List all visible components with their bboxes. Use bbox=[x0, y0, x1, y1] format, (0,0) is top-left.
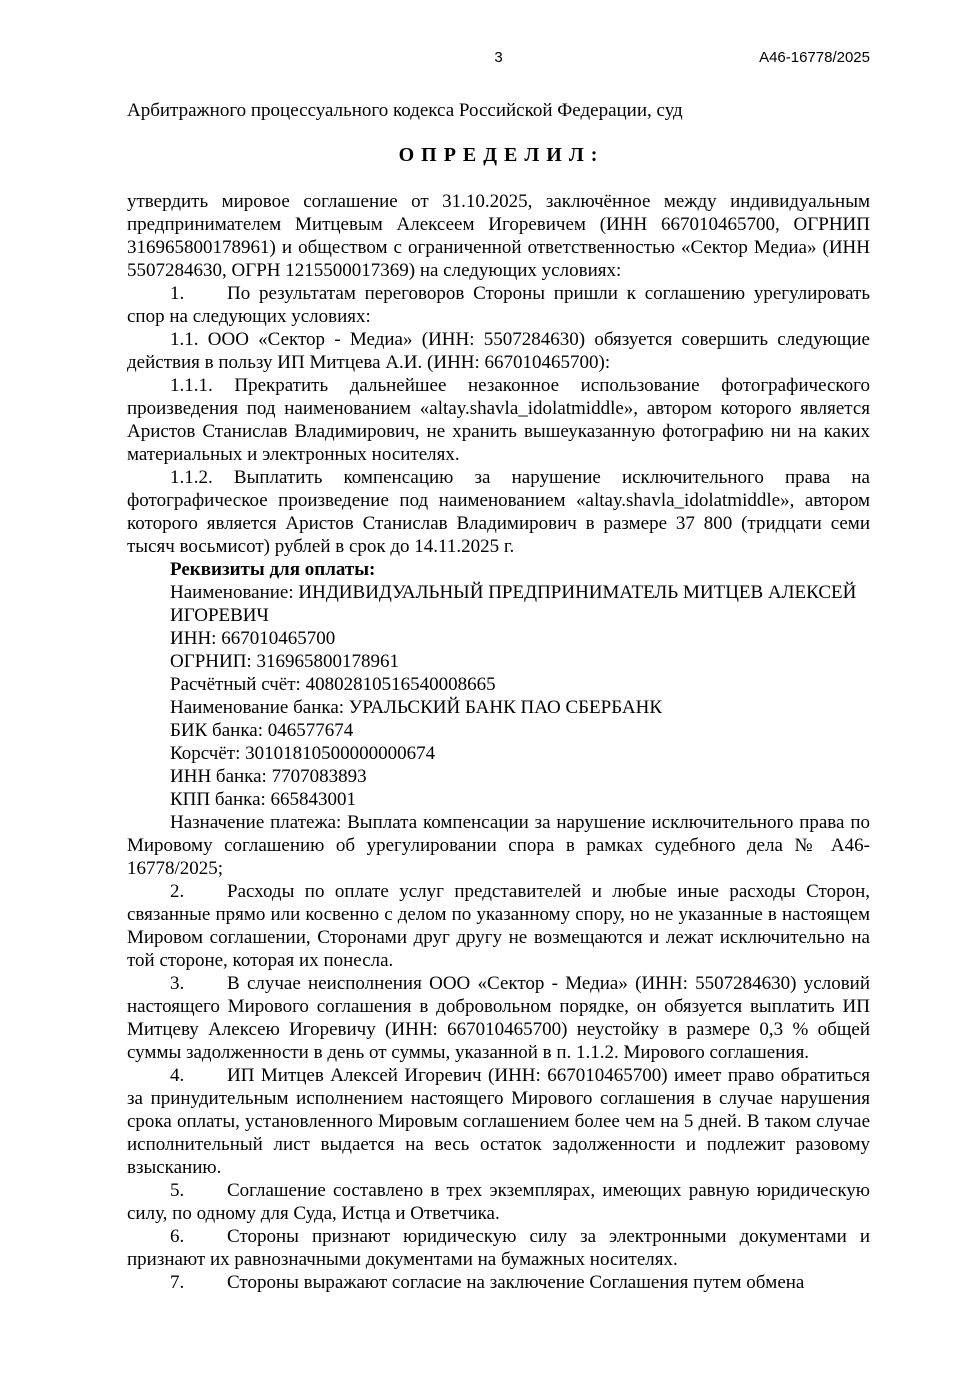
payment-heading: Реквизиты для оплаты: bbox=[170, 559, 376, 580]
clause-4-marker: 4. bbox=[170, 1065, 185, 1086]
page-number: 3 bbox=[494, 49, 503, 66]
case-number: А46-16778/2025 bbox=[759, 49, 870, 66]
clause-3-marker: 3. bbox=[170, 973, 185, 994]
clause-2-marker: 2. bbox=[170, 881, 185, 902]
payment-line-bank-kpp: КПП банка: 665843001 bbox=[170, 789, 357, 810]
clause-1-1-1: 1.1.1. Прекратить дальнейшее незаконное использование фотографического произведения под наименованием «altay.shavla_idolatmiddle», автором которого является Аристов Станислав Владимирович, не хранить вышеуказанную фотографию ни на каких материальных и электронных носителях. bbox=[127, 375, 870, 465]
payment-purpose: Назначение платежа: Выплата компенсации за нарушение исключительного права по Мировому соглашению об урегулировании спора в рамках судебного дела № А46-16778/2025; bbox=[127, 812, 870, 879]
clause-1-1-2: 1.1.2. Выплатить компенсацию за нарушение исключительного права на фотографическое произведение под наименованием «altay.shavla_idolatmiddle», автором которого является Аристов Станислав Владимирович в размере 37 800 (тридцати семи тысяч восьмисот) рублей в срок до 14.11.2025 г. bbox=[127, 467, 870, 557]
ruling-heading: О П Р Е Д Е Л И Л : bbox=[398, 144, 599, 166]
clause-6 bbox=[127, 1225, 870, 1271]
payment-line-inn: ИНН: 667010465700 bbox=[170, 628, 336, 649]
clause-4 bbox=[127, 1064, 870, 1179]
clause-1-marker: 1. bbox=[170, 283, 185, 304]
payment-line-bank-inn: ИНН банка: 7707083893 bbox=[170, 766, 367, 787]
clause-5-marker: 5. bbox=[170, 1180, 185, 1201]
clause-5-text: Соглашение составлено в трех экземплярах, имеющих равную юридическую силу, по одному для Суда, Истца и Ответчика. bbox=[127, 1180, 870, 1224]
clause-7-marker: 7. bbox=[170, 1272, 185, 1293]
clause-7 bbox=[127, 1271, 870, 1294]
clause-2-text: Расходы по оплате услуг представителей и любые иные расходы Сторон, связанные прямо или косвенно с делом по указанному спору, но не указанные в настоящем Мировом соглашении, Сторонами друг другу не возмещаются и лежат исключительно на той стороне, которая их понесла. bbox=[127, 881, 870, 971]
payment-line-name: Наименование: ИНДИВИДУАЛЬНЫЙ ПРЕДПРИНИМАТЕЛЬ МИТЦЕВ АЛЕКСЕЙ ИГОРЕВИЧ bbox=[170, 582, 857, 626]
clause-3-text: В случае неисполнения ООО «Сектор - Медиа» (ИНН: 5507284630) условий настоящего Мирового соглашения в добровольном порядке, он обязуется выплатить ИП Митцеву Алексею Игоревичу (ИНН: 667010465700) неустойку в размере 0,3 % общей суммы задолженности в день от суммы, указанной в п. 1.1.2. Мирового соглашения. bbox=[127, 973, 870, 1063]
clause-1-1: 1.1. ООО «Сектор - Медиа» (ИНН: 5507284630) обязуется совершить следующие действия в пользу ИП Митцева А.И. (ИНН: 667010465700): bbox=[127, 329, 870, 373]
intro-line: Арбитражного процессуального кодекса Российской Федерации, суд bbox=[127, 100, 683, 121]
payment-line-account: Расчётный счёт: 40802810516540008665 bbox=[170, 674, 496, 695]
payment-line-ogrnip: ОГРНИП: 316965800178961 bbox=[170, 651, 399, 672]
clause-1 bbox=[127, 282, 870, 328]
clause-1-text: По результатам переговоров Стороны пришли к соглашению урегулировать спор на следующих условиях: bbox=[127, 283, 870, 327]
clause-6-text: Стороны признают юридическую силу за электронными документами и признают их равнозначными документами на бумажных носителях. bbox=[127, 1226, 870, 1270]
payment-line-bik: БИК банка: 046577674 bbox=[170, 720, 354, 741]
clause-5 bbox=[127, 1179, 870, 1225]
payment-line-bank-name: Наименование банка: УРАЛЬСКИЙ БАНК ПАО СБЕРБАНК bbox=[170, 697, 662, 718]
page-header bbox=[127, 49, 870, 66]
document-body bbox=[127, 99, 870, 1294]
clause-4-text: ИП Митцев Алексей Игоревич (ИНН: 667010465700) имеет право обратиться за принудительным исполнением настоящего Мирового соглашения в случае нарушения срока оплаты, установленного Мировым соглашением более чем на 5 дней. В таком случае исполнительный лист выдается на весь остаток задолженности и подлежит разовому взысканию. bbox=[127, 1065, 870, 1178]
payment-line-corr-account: Корсчёт: 30101810500000000674 bbox=[170, 743, 436, 764]
clause-6-marker: 6. bbox=[170, 1226, 185, 1247]
clause-7-text: Стороны выражают согласие на заключение Соглашения путем обмена bbox=[227, 1272, 805, 1293]
clause-3 bbox=[127, 972, 870, 1064]
payment-details bbox=[127, 558, 870, 811]
paragraph-approve: утвердить мировое соглашение от 31.10.2025, заключённое между индивидуальным предпринимателем Митцевым Алексеем Игоревичем (ИНН 667010465700, ОГРНИП 316965800178961) и обществом с ограниченной ответственностью «Сектор Медиа» (ИНН 5507284630, ОГРН 1215500017369) на следующих условиях: bbox=[127, 191, 870, 281]
clause-2 bbox=[127, 880, 870, 972]
